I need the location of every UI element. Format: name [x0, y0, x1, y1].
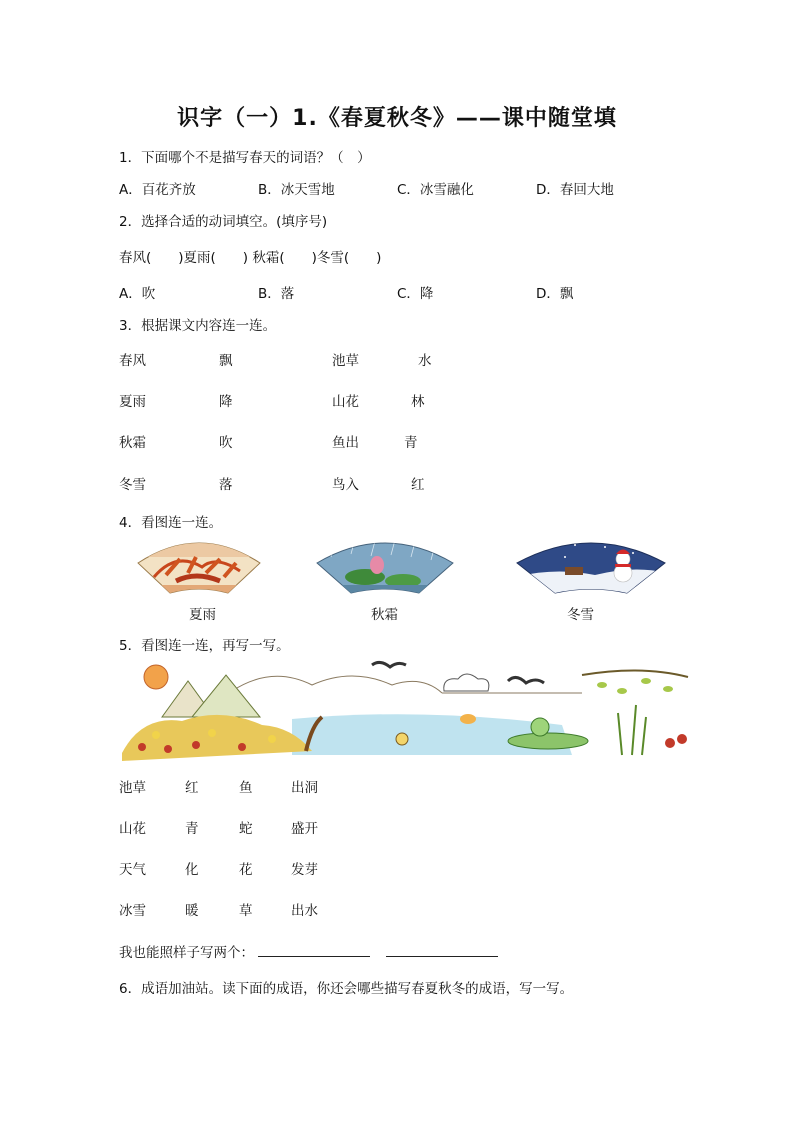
q4-label-summer-rain: 夏雨: [189, 607, 216, 623]
q2-blanks: 春风( )夏雨( ) 秋霜( )冬雪( ): [119, 250, 382, 266]
q5-row-item: 花: [239, 862, 253, 878]
q5-row-item: 化: [185, 862, 199, 878]
question-4: 4．看图连一连。: [119, 515, 223, 531]
q2-option-a: A．吹: [119, 286, 156, 302]
q5-row-item: 暖: [185, 903, 199, 919]
q5-row-item: 冰雪: [119, 903, 146, 919]
q2-option-c: C．降: [397, 286, 434, 302]
q2-option-d: D．飘: [536, 286, 574, 302]
q3-col1-item: 春风: [119, 353, 146, 369]
winter-snowman-fan-image: [515, 537, 667, 595]
q1-option-b: B．冰天雪地: [258, 182, 335, 198]
q3-col4-item: 林: [411, 394, 425, 410]
q3-col2-item: 落: [219, 477, 233, 493]
summer-rain-fan-image: [315, 537, 455, 595]
q1-option-c: C．冰雪融化: [397, 182, 474, 198]
q3-col3-item: 鸟入: [332, 477, 359, 493]
question-1: 1．下面哪个不是描写春天的词语？（ ）: [119, 150, 371, 166]
q5-row-item: 池草: [119, 780, 146, 796]
q3-col1-item: 冬雪: [119, 477, 146, 493]
q3-col2-item: 吹: [219, 435, 233, 451]
q5-row-item: 鱼: [239, 780, 253, 796]
question-6: 6．成语加油站。读下面的成语，你还会哪些描写春夏秋冬的成语，写一写。: [119, 981, 574, 997]
write-prompt-label: 我也能照样子写两个：: [119, 945, 254, 961]
q3-col3-item: 山花: [332, 394, 359, 410]
q5-row-item: 出水: [291, 903, 318, 919]
q3-col1-item: 夏雨: [119, 394, 146, 410]
q5-row-item: 出洞: [291, 780, 318, 796]
q5-row-item: 盛开: [291, 821, 318, 837]
question-3: 3．根据课文内容连一连。: [119, 318, 277, 334]
q5-row-item: 发芽: [291, 862, 318, 878]
q3-col2-item: 飘: [219, 353, 233, 369]
q1-option-d: D．春回大地: [536, 182, 614, 198]
q3-col4-item: 红: [411, 477, 425, 493]
q3-col1-item: 秋霜: [119, 435, 146, 451]
question-2: 2．选择合适的动词填空。(填序号): [119, 214, 328, 230]
q5-row-item: 草: [239, 903, 253, 919]
answer-line-1[interactable]: [258, 942, 370, 957]
q5-row-item: 红: [185, 780, 199, 796]
spring-scene-image: [122, 655, 694, 761]
q3-col4-item: 青: [404, 435, 418, 451]
q3-col4-item: 水: [418, 353, 432, 369]
q4-label-autumn-frost: 秋霜: [371, 607, 398, 623]
q4-label-winter-snow: 冬雪: [567, 607, 594, 623]
q5-row-item: 青: [185, 821, 199, 837]
q3-col3-item: 鱼出: [332, 435, 359, 451]
q3-col3-item: 池草: [332, 353, 359, 369]
q5-row-item: 蛇: [239, 821, 253, 837]
page-title: 识字（一）1.《春夏秋冬》——课中随堂填: [177, 106, 617, 131]
q5-write-prompt: [119, 941, 498, 961]
answer-line-2[interactable]: [386, 942, 498, 957]
autumn-fan-image: [136, 537, 262, 595]
q5-row-item: 天气: [119, 862, 146, 878]
question-5: 5．看图连一连，再写一写。: [119, 638, 290, 654]
q3-col2-item: 降: [219, 394, 233, 410]
q5-row-item: 山花: [119, 821, 146, 837]
q1-option-a: A．百花齐放: [119, 182, 196, 198]
q2-option-b: B．落: [258, 286, 295, 302]
